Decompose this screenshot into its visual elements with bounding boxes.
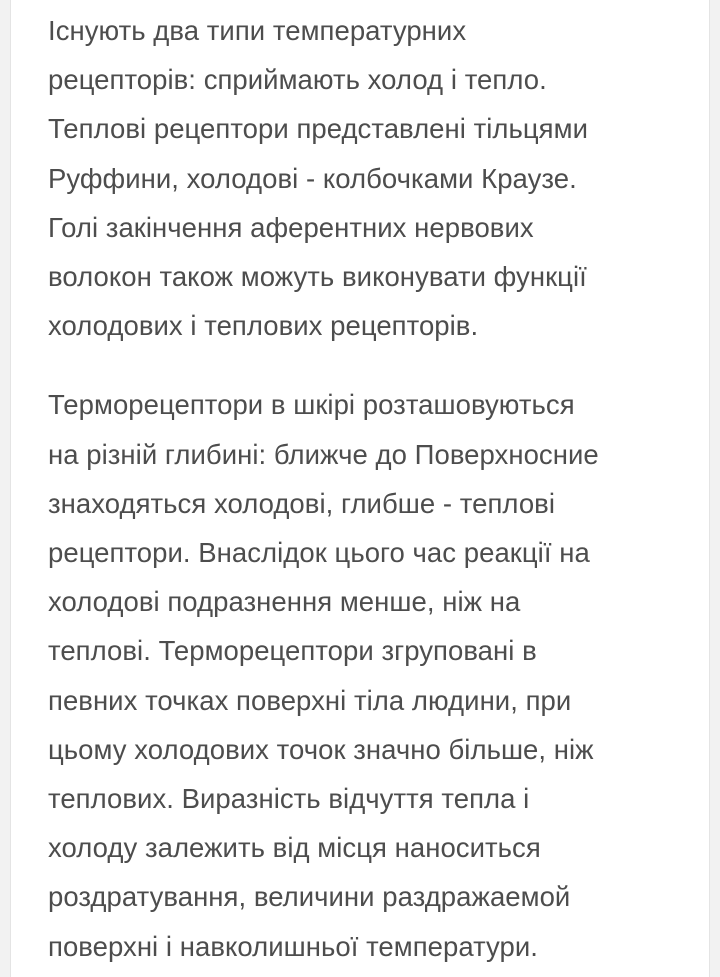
- text-line: холоду залежить від місця наноситься: [48, 832, 541, 864]
- text-line: теплових. Виразність відчуття тепла і: [48, 783, 530, 815]
- text-line: холодові подразнення менше, ніж на: [48, 586, 521, 618]
- paragraph-2: [48, 380, 698, 970]
- text-line: холодових і теплових рецепторів.: [48, 310, 479, 342]
- text-line: рецепторів: сприймають холод і тепло.: [48, 64, 547, 96]
- article-card: [10, 0, 710, 977]
- text-line: на різній глибині: ближче до Поверхносние: [48, 438, 599, 470]
- text-line: Голі закінчення аферентних нервових: [48, 211, 534, 243]
- text-line: Терморецептори в шкірі розташовуються: [48, 389, 575, 421]
- text-line: поверхні і навколишньої температури.: [48, 930, 538, 962]
- text-line: Існують два типи температурних: [48, 15, 467, 46]
- text-line: Теплові рецептори представлені тільцями: [48, 113, 588, 145]
- text-line: волокон також можуть виконувати функції: [48, 261, 587, 293]
- text-line: цьому холодових точок значно більше, ніж: [48, 733, 594, 765]
- paragraph-1: [48, 6, 698, 350]
- text-line: знаходяться холодові, глибше - теплові: [48, 487, 555, 519]
- text-line: роздратування, величини раздражаемой: [48, 881, 571, 913]
- text-line: певних точках поверхні тіла людини, при: [48, 684, 572, 716]
- article-text: [48, 6, 698, 971]
- text-line: теплові. Терморецептори згруповані в: [48, 635, 537, 667]
- text-line: Руффини, холодові - колбочками Краузе.: [48, 162, 577, 194]
- paragraph-spacer: [48, 350, 698, 380]
- text-line: рецептори. Внаслідок цього час реакції на: [48, 537, 590, 569]
